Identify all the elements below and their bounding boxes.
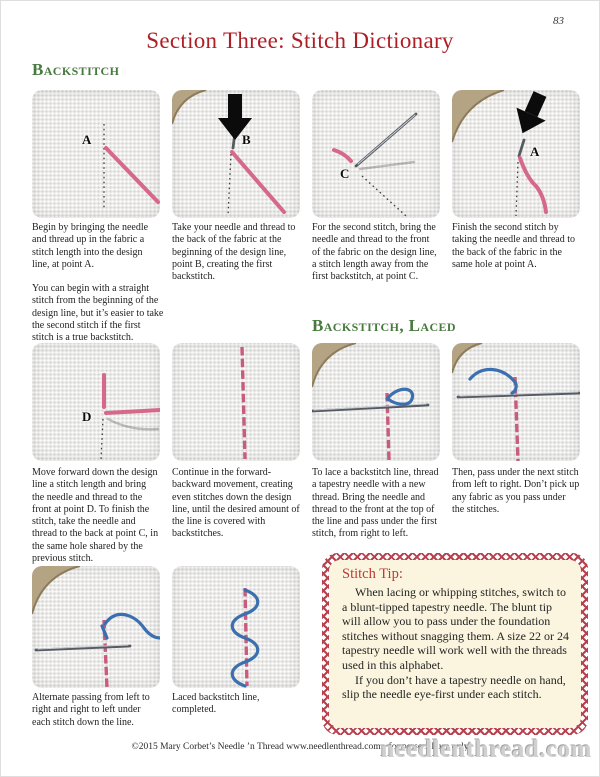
photo-row-1 [32,90,580,218]
design-line [228,154,231,216]
section-heading-backstitch: Backstitch [32,60,120,79]
design-line [101,419,103,459]
backstitch-note: You can begin with a straight stitch from the beginning of the design line, but it’s easier to take the second stitch if the first stitch is a true backstitch. [32,283,164,344]
pink-thread [334,150,351,161]
photo-lacing-step2 [452,343,580,461]
photo-illustration [452,343,580,461]
photo-row-3 [32,566,300,688]
point-label: B [242,132,251,147]
step-caption: Move forward down the design line a stitch length and bring the needle and thread to the front at point D. To finish the stitch, take the needle and thread to the back at point C, in the same hole shared by the previous stitch. [32,467,159,565]
needle-shadow [360,162,414,169]
page-title: Section Three: Stitch Dictionary [146,28,454,53]
stitch-tip-box [322,553,588,735]
step-caption: Take your needle and thread to the back of the fabric at the beginning of the design line, point B, creating the first backstitch. [172,222,296,283]
design-line [516,162,518,216]
photo-illustration [312,343,440,461]
photo-illustration [172,343,300,461]
step-caption: For the second stitch, bring the needle and thread to the front of the fabric on the design line, a stitch length away from the first backstitch, at point C. [312,222,437,283]
photo-backstitch-step2 [172,90,300,218]
photo-laced-backstitch-complete [172,566,300,688]
pink-thread [106,148,158,202]
photo-backstitch-step5 [32,343,160,461]
watermark: needlenthread.com [380,736,592,763]
stitch-tip-content [329,560,581,728]
backstitch-line [387,393,389,461]
section-heading-backstitch-laced: Backstitch, Laced [312,316,456,335]
pink-thread [232,152,284,212]
photo-illustration [32,566,160,688]
photo-lacing-step1 [312,343,440,461]
blue-lacing-thread [105,614,160,638]
stitch-tip-title: Stitch Tip: [342,566,403,582]
step-caption: Then, pass under the next stitch from left to right. Don’t pick up any fabric as you pass under the stitches. [452,467,580,515]
down-left-arrow-icon [508,90,555,140]
hoop-corner [312,343,356,387]
photo-illustration [452,90,580,218]
step-caption: Finish the second stitch by taking the needle and thread to the back of the fabric in the same hole at point A. [452,222,576,270]
hoop-corner [32,566,80,614]
point-label: C [340,166,350,181]
page-number: 83 [553,15,564,27]
photo-backstitch-step3 [312,90,440,218]
caption-row-3 [32,692,300,729]
design-line [362,176,406,216]
caption-row-1 [32,222,580,283]
pink-thread [106,410,160,413]
stitch-tip-paragraph-1: When lacing or whipping stitches, switch to a blunt-tipped tapestry needle. The blunt tip will allow you to pass under the foundation stitches without snagging them. A size 22 or 24 tapestry needle will work well with the threads used in this alphabet. [342,585,569,672]
needle-highlight [358,115,415,164]
pink-thread [520,158,546,212]
step-caption: Alternate passing from left to right and right to left under each stitch down the line. [32,692,150,728]
caption-row-2 [32,467,580,565]
tapestry-needle-icon [312,405,428,411]
thread-shadow [108,419,158,429]
hoop-corner [172,90,206,124]
hoop-corner [452,90,504,142]
blue-lacing-thread [387,389,413,404]
needle-icon [519,140,524,156]
blue-lacing-thread [470,369,516,393]
photo-backstitch-step4 [452,90,580,218]
point-label: D [82,409,92,424]
photo-illustration [172,90,300,218]
photo-illustration [32,90,160,218]
photo-lacing-step3 [32,566,160,688]
photo-row-2 [32,343,580,461]
point-label: A [82,132,92,147]
step-caption: To lace a backstitch line, thread a tapestry needle with a new thread. Bring the needle and thread to the front at the top of the line and pass under the first stitch, from right to left. [312,467,439,540]
copyright-footer: ©2015 Mary Corbet’s Needle ’n Thread www.needlenthread.com - for personal use only [131,742,469,752]
photo-backstitch-line [172,343,300,461]
stitch-tip-paragraph-2: If you don’t have a tapestry needle on hand, slip the needle eye-first under each stitch. [342,672,566,702]
step-caption: Continue in the forward-backward movement, creating even stitches down the design line, until the desired amount of the line is covered with backstitches. [172,467,300,540]
step-caption: Begin by bringing the needle and thread up in the fabric a stitch length into the design line, at point A. [32,222,149,270]
photo-illustration [312,90,440,218]
photo-illustration [32,343,160,461]
point-label: A [530,144,540,159]
photo-backstitch-step1 [32,90,160,218]
photo-illustration [172,566,300,688]
step-caption: Laced backstitch line, completed. [172,692,260,716]
backstitch-line [242,347,245,459]
hoop-corner [452,343,482,373]
